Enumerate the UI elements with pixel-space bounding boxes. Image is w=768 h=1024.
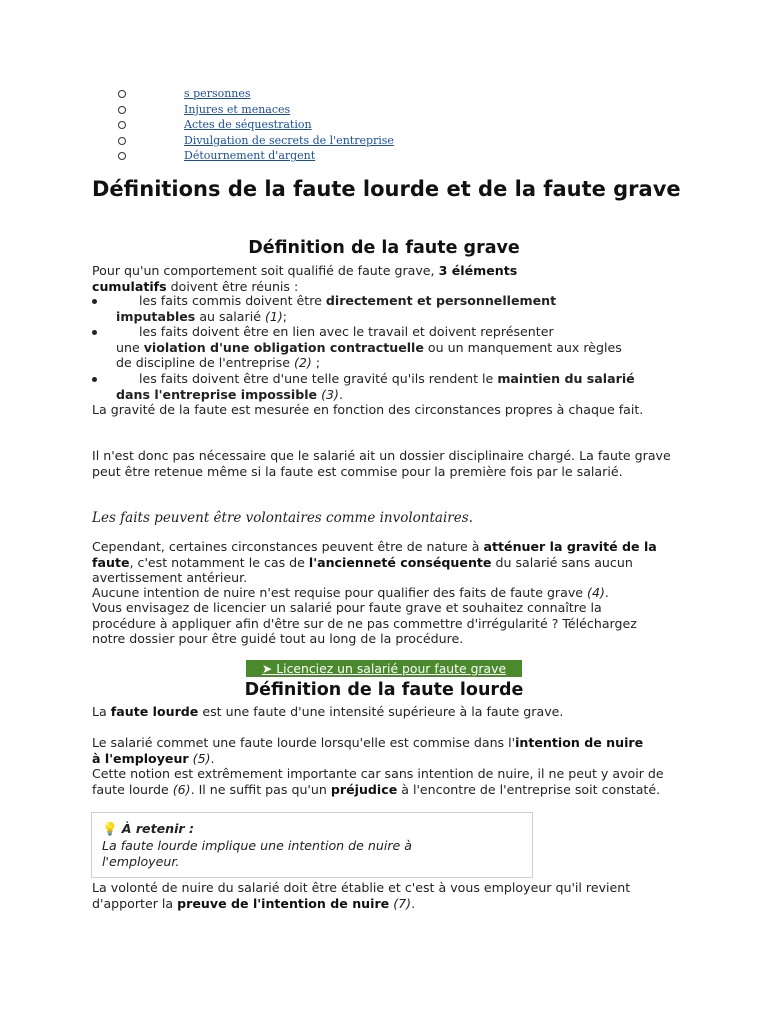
bullet-line — [116, 387, 343, 403]
text: ; — [282, 308, 288, 324]
retenir-box — [91, 812, 533, 878]
text: Cette notion est extrêmement importante car sans intention de nuire, il ne peut y avoir de faute lourde — [92, 766, 664, 797]
gravite-paragraph: La gravité de la faute est mesurée en fonction des circonstances propres à chaque fait. — [92, 402, 644, 417]
text: les faits doivent être d'une telle gravité qu'ils rendent le — [139, 371, 498, 386]
lourde-p2 — [92, 735, 652, 766]
lightbulb-icon: 💡 — [102, 821, 118, 836]
text: Cependant, certaines circonstances peuvent être de nature à — [92, 539, 484, 554]
intro-paragraph — [92, 263, 562, 294]
bold-text: preuve de l'intention de nuire — [177, 895, 390, 911]
link-injures[interactable]: Injures et menaces — [184, 102, 291, 116]
text: Le salarié commet une faute lourde lorsqu'elle est commise dans l' — [92, 735, 516, 750]
vous-paragraph: Vous envisagez de licencier un salarié pour faute grave et souhaitez connaître la procédure à appliquer afin d'être sur de ne pas commettre d'irrégularité ? Téléchargez notre dossier pour être guidé tout au long de la procédure. — [92, 600, 637, 647]
cependant-paragraph — [92, 539, 670, 586]
reference: (7) — [393, 895, 412, 911]
bold-text: imputables — [116, 308, 196, 324]
bold-text: intention de nuire à l'employeur — [92, 735, 644, 766]
retenir-heading — [102, 821, 194, 837]
text: La — [92, 704, 111, 719]
heading-faute-lourde: Définition de la faute lourde — [244, 680, 524, 700]
reference: (4) — [587, 585, 605, 600]
text: ; — [311, 355, 321, 371]
bullet-icon — [92, 377, 97, 382]
quote-text: Les faits peuvent être volontaires comme involontaires. — [92, 510, 473, 526]
text: de discipline de l'entreprise — [116, 355, 294, 371]
bullet-item-1 — [92, 293, 692, 324]
bullet-line — [139, 293, 556, 309]
text: . — [604, 585, 609, 600]
lourde-p1 — [92, 704, 692, 720]
bullet-line: les faits doivent être en lien avec le travail et doivent représenter — [139, 324, 554, 339]
reference: (5) — [192, 750, 211, 766]
reference: (6) — [172, 781, 191, 797]
text: doivent être réunis : — [166, 278, 299, 294]
text: ou un manquement aux règles — [423, 339, 622, 355]
bold-text: faute lourde — [110, 704, 199, 719]
text: est une faute d'une intensité supérieure à la faute grave. — [198, 704, 564, 719]
bold-text: directement et personnellement — [325, 293, 557, 308]
text: Aucune intention de nuire n'est requise pour qualifier des faits de faute grave — [92, 585, 588, 600]
bold-text: dans l'entreprise impossible — [116, 386, 318, 402]
heading-faute-grave: Définition de la faute grave — [248, 238, 520, 258]
text: La volonté de nuire du salarié doit être établie et c'est à vous employeur qu'il revient d'apporter la — [92, 880, 631, 911]
bold-text: violation d'une obligation contractuelle — [143, 339, 424, 355]
reference: (1) — [264, 308, 283, 324]
circle-bullet-icon — [118, 152, 126, 160]
bullet-item-3 — [92, 371, 692, 402]
bullet-item-2 — [92, 324, 692, 371]
retenir-title: À retenir : — [121, 821, 195, 836]
licencier-cta-button[interactable]: ➤ Licenciez un salarié pour faute grave — [246, 660, 522, 677]
bullet-icon — [92, 299, 97, 304]
link-divulgation[interactable]: Divulgation de secrets de l'entreprise — [184, 133, 394, 147]
reference: (3) — [321, 386, 339, 402]
text: . — [338, 386, 343, 402]
circle-bullet-icon — [118, 121, 126, 129]
bold-text: l'ancienneté conséquente — [308, 554, 492, 570]
bullet-line — [116, 309, 287, 325]
dossier-paragraph: Il n'est donc pas nécessaire que le salarié ait un dossier disciplinaire chargé. La faute grave peut être retenue même si la faute est commise pour la première fois par le salarié. — [92, 448, 671, 479]
lourde-p3 — [92, 766, 682, 797]
circle-bullet-icon — [118, 90, 126, 98]
text: , c'est notamment le cas de — [129, 554, 309, 570]
bold-text: atténuer la gravité de la faute — [92, 539, 657, 570]
bullet-icon — [92, 330, 97, 335]
link-detournement[interactable]: Détournement d'argent — [184, 149, 316, 163]
bullet-line — [116, 355, 320, 371]
text: au salarié — [195, 308, 265, 324]
link-personnes[interactable]: s personnes — [184, 87, 251, 100]
text: du salarié sans aucun avertissement antérieur. — [92, 554, 633, 586]
lourde-p4 — [92, 880, 682, 911]
text: . — [210, 750, 215, 766]
text: . Il ne suffit pas qu'un — [190, 781, 331, 797]
aucune-paragraph — [92, 585, 692, 601]
text: Pour qu'un comportement soit qualifié de faute grave, — [92, 263, 439, 278]
text: à l'encontre de l'entreprise soit constaté. — [397, 781, 661, 797]
bullet-line — [116, 340, 622, 356]
retenir-text: La faute lourde implique une intention de nuire à l'employeur. — [102, 838, 412, 869]
bullet-line — [139, 371, 635, 387]
bold-text: maintien du salarié — [497, 371, 635, 386]
text: . — [411, 895, 416, 911]
bold-text: préjudice — [330, 781, 398, 797]
link-sequestration[interactable]: Actes de séquestration — [184, 118, 312, 132]
bold-text: 3 éléments cumulatifs — [92, 263, 518, 294]
circle-bullet-icon — [118, 106, 126, 114]
text: une — [116, 339, 144, 355]
page-title: Définitions de la faute lourde et de la faute grave — [92, 177, 681, 201]
text: les faits commis doivent être — [139, 293, 326, 308]
circle-bullet-icon — [118, 137, 126, 145]
reference: (2) — [293, 355, 312, 371]
